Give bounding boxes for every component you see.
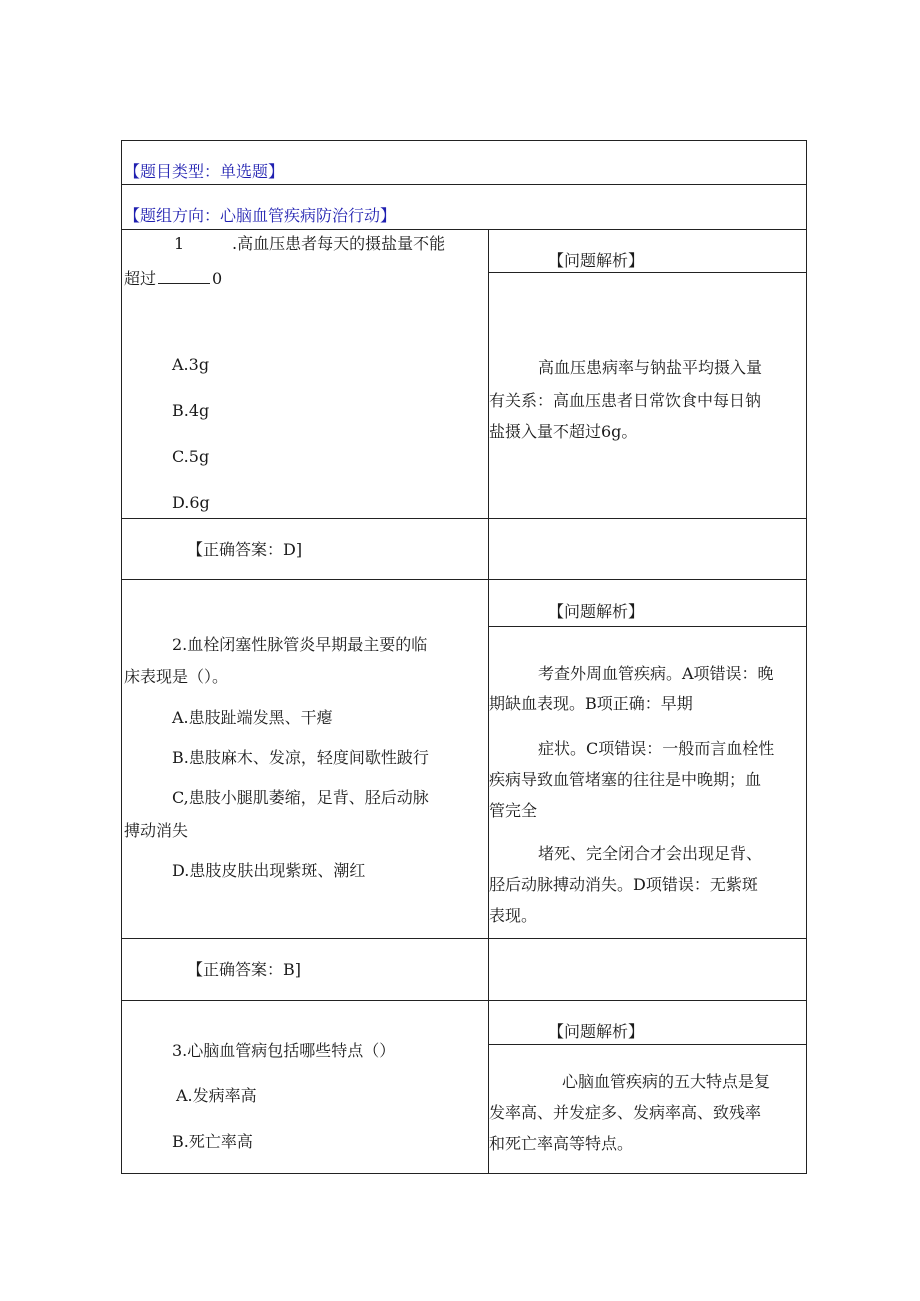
row-divider xyxy=(122,184,806,185)
option-b: B.患肢麻木、发凉，轻度间歇性跛行 xyxy=(172,748,429,767)
analysis-line: 疾病导致血管堵塞的往往是中晚期；血 xyxy=(489,770,762,789)
analysis-line: 堵死、完全闭合才会出现足背、 xyxy=(538,844,763,863)
question-group-label: 【题组方向：心脑血管疾病防治行动】 xyxy=(124,206,397,225)
answer-blank xyxy=(158,267,210,284)
row-divider xyxy=(488,626,806,627)
row-divider xyxy=(488,272,806,273)
option-d: D.患肢皮肤出现紫斑、潮红 xyxy=(172,861,366,880)
option-a: A.3g xyxy=(172,355,210,374)
option-c: C,患肢小腿肌萎缩，足背、胫后动脉 xyxy=(172,788,429,807)
analysis-title: 【问题解析】 xyxy=(548,602,645,621)
option-b: B.死亡率高 xyxy=(172,1132,253,1151)
analysis-line: 期缺血表现。B项正确：早期 xyxy=(489,694,693,713)
row-divider xyxy=(122,518,806,519)
question-1-number: 1 xyxy=(174,234,185,253)
analysis-line: 发率高、并发症多、发病率高、致残率 xyxy=(489,1103,762,1122)
analysis-line: 心脑血管疾病的五大特点是复 xyxy=(562,1072,771,1091)
question-2-stem-cont: 床表现是（）。 xyxy=(124,667,229,686)
option-a: A.患肢趾端发黑、干瘪 xyxy=(172,708,333,727)
question-3-stem: 3.心脑血管病包括哪些特点（） xyxy=(172,1041,396,1060)
row-divider xyxy=(122,579,806,580)
correct-answer: 【正确答案：D] xyxy=(187,540,303,559)
analysis-line: 盐摄入量不超过6g。 xyxy=(489,422,638,441)
question-1-stem: .高血压患者每天的摄盐量不能 xyxy=(232,234,446,253)
analysis-line: 考查外周血管疾病。A项错误：晚 xyxy=(538,664,774,683)
question-table xyxy=(121,140,807,1174)
analysis-line: 管完全 xyxy=(489,801,538,820)
correct-answer: 【正确答案：B] xyxy=(187,960,302,979)
row-divider xyxy=(488,1044,806,1045)
question-1-stem-tail: 0 xyxy=(212,269,223,288)
analysis-line: 胫后动脉搏动消失。D项错误：无紫斑 xyxy=(489,875,758,894)
option-a: A.发病率高 xyxy=(176,1086,257,1105)
question-1-stem-cont xyxy=(124,267,222,290)
analysis-line: 症状。C项错误：一般而言血栓性 xyxy=(538,739,775,758)
analysis-line: 高血压患病率与钠盐平均摄入量 xyxy=(538,358,763,377)
question-1-stem-text: 超过 xyxy=(124,269,157,288)
option-c: C.5g xyxy=(172,447,210,466)
option-d: D.6g xyxy=(172,493,210,512)
row-divider xyxy=(122,1000,806,1001)
row-divider xyxy=(122,229,806,230)
analysis-title: 【问题解析】 xyxy=(548,251,645,270)
row-divider xyxy=(122,938,806,939)
analysis-line: 有关系：高血压患者日常饮食中每日钠 xyxy=(489,391,762,410)
analysis-line: 表现。 xyxy=(489,906,538,925)
analysis-line: 和死亡率高等特点。 xyxy=(489,1134,634,1153)
option-b: B.4g xyxy=(172,401,210,420)
question-type-label: 【题目类型：单选题】 xyxy=(124,162,285,181)
option-c-cont: 搏动消失 xyxy=(124,821,189,840)
question-2-stem: 2.血栓闭塞性脉管炎早期最主要的临 xyxy=(172,635,428,654)
analysis-title: 【问题解析】 xyxy=(548,1022,645,1041)
